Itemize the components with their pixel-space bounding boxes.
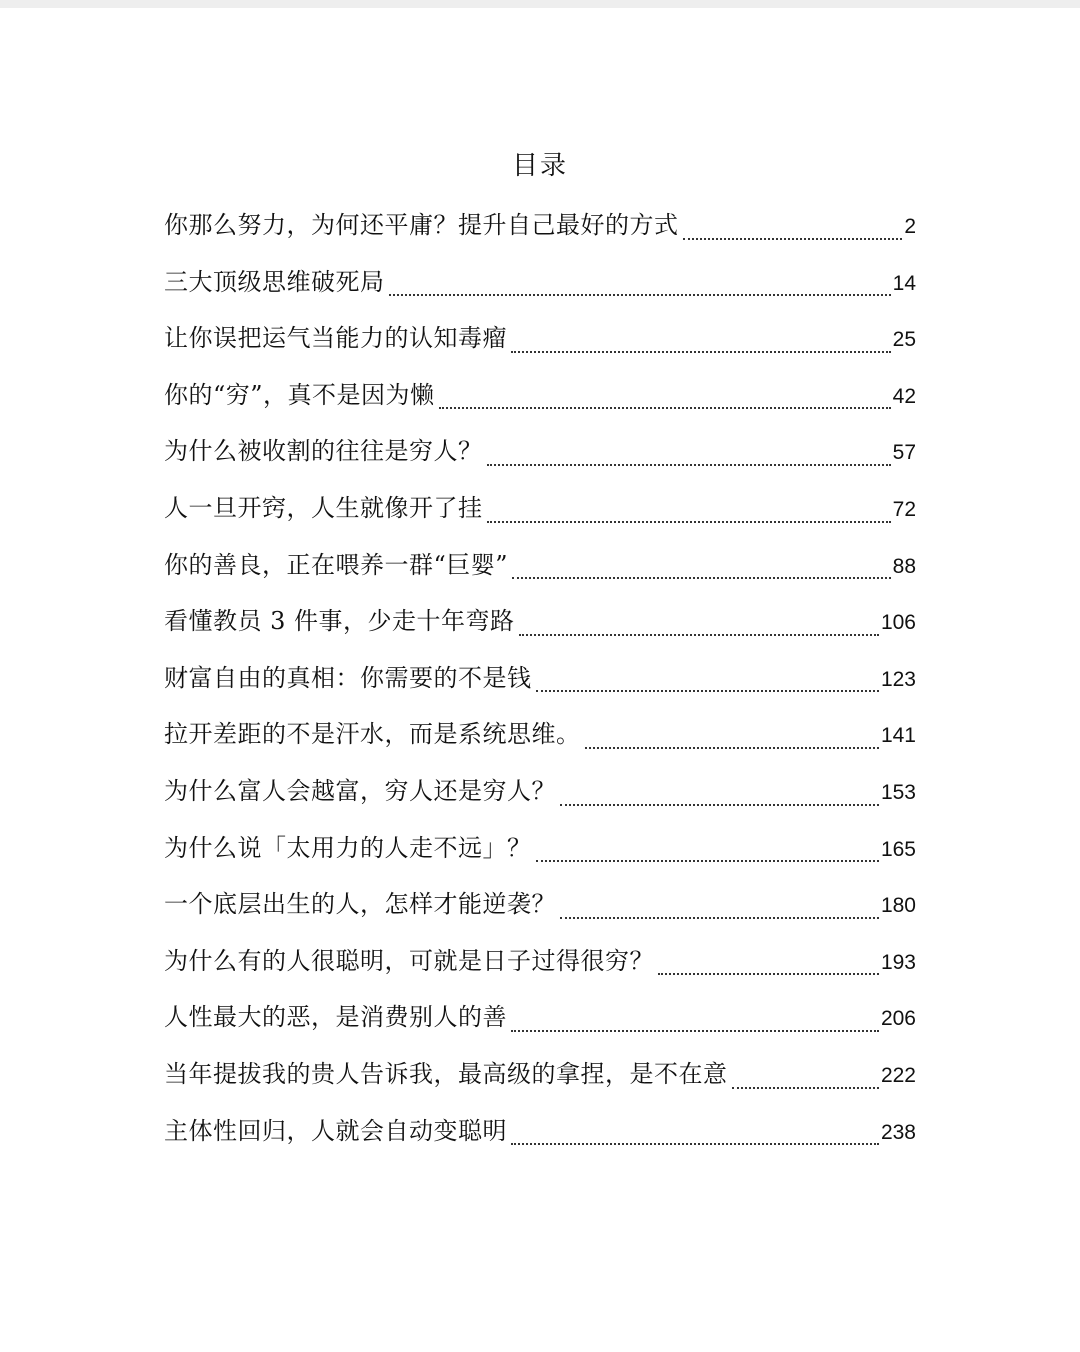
- toc-entry-title: 让你误把运气当能力的认知毒瘤: [164, 324, 507, 353]
- toc-entry[interactable]: [164, 658, 916, 715]
- toc-page-number: 88: [892, 554, 916, 578]
- toc-entry-title: 你那么努力，为何还平庸？提升自己最好的方式: [164, 211, 679, 239]
- toc-entry[interactable]: [164, 205, 916, 262]
- toc-entry[interactable]: [164, 601, 916, 658]
- toc-leader-dots: [536, 859, 879, 862]
- toc-entry[interactable]: [164, 884, 916, 941]
- toc-page-number: 2: [904, 215, 916, 238]
- toc-entry-title: 一个底层出生的人，怎样才能逆袭？: [164, 890, 556, 919]
- toc-page-number: 72: [892, 497, 916, 521]
- toc-leader-dots: [389, 293, 891, 296]
- toc-leader-dots: [487, 463, 891, 466]
- toc-page-number: 180: [880, 894, 916, 918]
- toc-leader-dots: [732, 1086, 879, 1089]
- toc-leader-dots: [683, 237, 903, 240]
- toc-entry-title: 主体性回归，人就会自动变聪明: [164, 1116, 507, 1145]
- toc-entry[interactable]: [164, 545, 916, 602]
- toc-list: [164, 205, 916, 1167]
- toc-entry-title: 人性最大的恶，是消费别人的善: [164, 1003, 507, 1032]
- toc-entry-title: 看懂教员 3 件事，少走十年弯路: [164, 607, 515, 636]
- toc-entry-title: 为什么被收割的往往是穷人？: [164, 437, 483, 466]
- toc-leader-dots: [658, 972, 879, 975]
- toc-page-number: 57: [892, 441, 916, 465]
- toc-entry-title: 为什么富人会越富，穷人还是穷人？: [164, 776, 556, 805]
- toc-leader-dots: [511, 1029, 879, 1032]
- toc-entry-title: 为什么有的人很聪明，可就是日子过得很穷？: [164, 946, 654, 975]
- toc-page-number: 153: [880, 780, 916, 804]
- toc-leader-dots: [511, 1142, 879, 1145]
- toc-leader-dots: [585, 746, 879, 749]
- toc-entry-title: 财富自由的真相：你需要的不是钱: [164, 663, 532, 692]
- toc-leader-dots: [511, 350, 891, 353]
- toc-entry[interactable]: [164, 431, 916, 488]
- toc-entry-title: 三大顶级思维破死局: [164, 267, 385, 296]
- toc-entry[interactable]: [164, 997, 916, 1054]
- toc-page-number: 222: [880, 1063, 916, 1087]
- toc-entry[interactable]: [164, 828, 916, 885]
- toc-entry[interactable]: [164, 714, 916, 771]
- toc-page-number: 165: [880, 837, 916, 861]
- toc-leader-dots: [487, 520, 891, 523]
- toc-entry-title: 拉开差距的不是汗水，而是系统思维。: [164, 720, 581, 749]
- toc-leader-dots: [560, 803, 879, 806]
- toc-leader-dots: [560, 916, 879, 919]
- toc-page-number: 14: [892, 271, 916, 295]
- toc-entry[interactable]: [164, 375, 916, 432]
- toc-leader-dots: [512, 576, 891, 579]
- toc-entry[interactable]: [164, 1111, 916, 1168]
- toc-entry[interactable]: [164, 1054, 916, 1111]
- toc-page-number: 238: [880, 1120, 916, 1144]
- toc-page-number: 193: [880, 950, 916, 974]
- toc-entry-title: 人一旦开窍，人生就像开了挂: [164, 493, 483, 522]
- toc-page-number: 123: [880, 667, 916, 691]
- toc-entry[interactable]: [164, 488, 916, 545]
- toc-heading: 目录: [511, 151, 568, 181]
- toc-entry[interactable]: [164, 318, 916, 375]
- toc-page-number: 141: [880, 724, 916, 748]
- toc-entry-title: 你的善良，正在喂养一群“巨婴”: [164, 550, 509, 579]
- toc-page-number: 106: [880, 611, 916, 635]
- toc-entry[interactable]: [164, 941, 916, 998]
- toc-entry[interactable]: [164, 262, 916, 319]
- toc-entry-title: 为什么说「太用力的人走不远」？: [164, 833, 532, 862]
- toc-leader-dots: [536, 689, 879, 692]
- toc-entry-title: 当年提拔我的贵人告诉我，最高级的拿捏，是不在意: [164, 1059, 728, 1088]
- toc-page-number: 206: [880, 1007, 916, 1031]
- toc-leader-dots: [439, 406, 891, 409]
- toc-page-number: 42: [892, 384, 916, 408]
- toc-entry-title: 你的“穷”，真不是因为懒: [164, 380, 435, 409]
- toc-entry[interactable]: [164, 771, 916, 828]
- toc-page-number: 25: [892, 328, 916, 352]
- toc-leader-dots: [519, 633, 879, 636]
